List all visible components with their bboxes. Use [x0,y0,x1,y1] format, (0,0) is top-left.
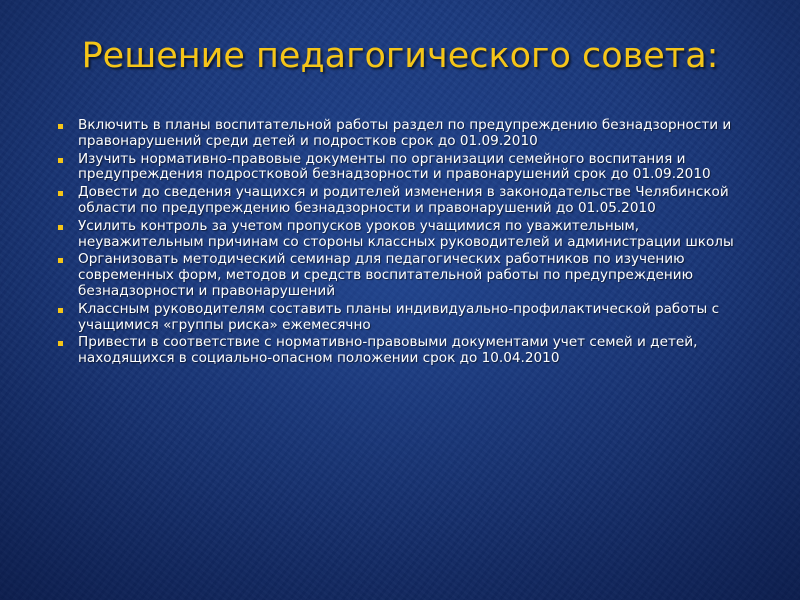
square-bullet-icon [58,124,63,129]
list-item-text: Довести до сведения учащихся и родителей изменения в законодательстве Челябинской области по предупреждению безнадзорности и правонарушений до 01.05.2010 [78,184,729,216]
list-item-text: Привести в соответствие с нормативно-правовыми документами учет семей и детей, находящихся в социально-опасном положении срок до 10.04.2010 [78,334,698,367]
list-item [58,152,758,184]
decision-list [58,118,758,369]
list-item [58,302,758,334]
list-item [58,335,758,367]
square-bullet-icon [58,308,63,313]
list-item-text: Включить в планы воспитательной работы раздел по предупреждению безнадзорности и правонарушений среди детей и подростков срок до 01.09.2010 [78,117,732,149]
square-bullet-icon [58,158,63,163]
list-item [58,185,758,217]
square-bullet-icon [58,191,63,196]
list-item [58,118,758,150]
list-item-text: Изучить нормативно-правовые документы по организации семейного воспитания и предупреждения подростковой безнадзорности и правонарушений срок до 01.09.2010 [78,150,711,183]
list-item-text: Усилить контроль за учетом пропусков уроков учащимися по уважительным, неуважительным причинам со стороны классных руководителей и администрации школы [78,217,734,250]
list-item [58,252,758,299]
list-item-text: Классным руководителям составить планы индивидуально-профилактической работы с учащимися «группы риска» ежемесячно [78,300,720,333]
slide-title: Решение педагогического совета: [81,36,719,76]
list-item [58,219,758,251]
square-bullet-icon [58,225,63,230]
square-bullet-icon [58,258,63,263]
list-item-text: Организовать методический семинар для педагогических работников по изучению современных форм, методов и средств воспитательной работы по предупреждению безнадзорности и правонарушений [78,251,694,299]
square-bullet-icon [58,341,63,346]
